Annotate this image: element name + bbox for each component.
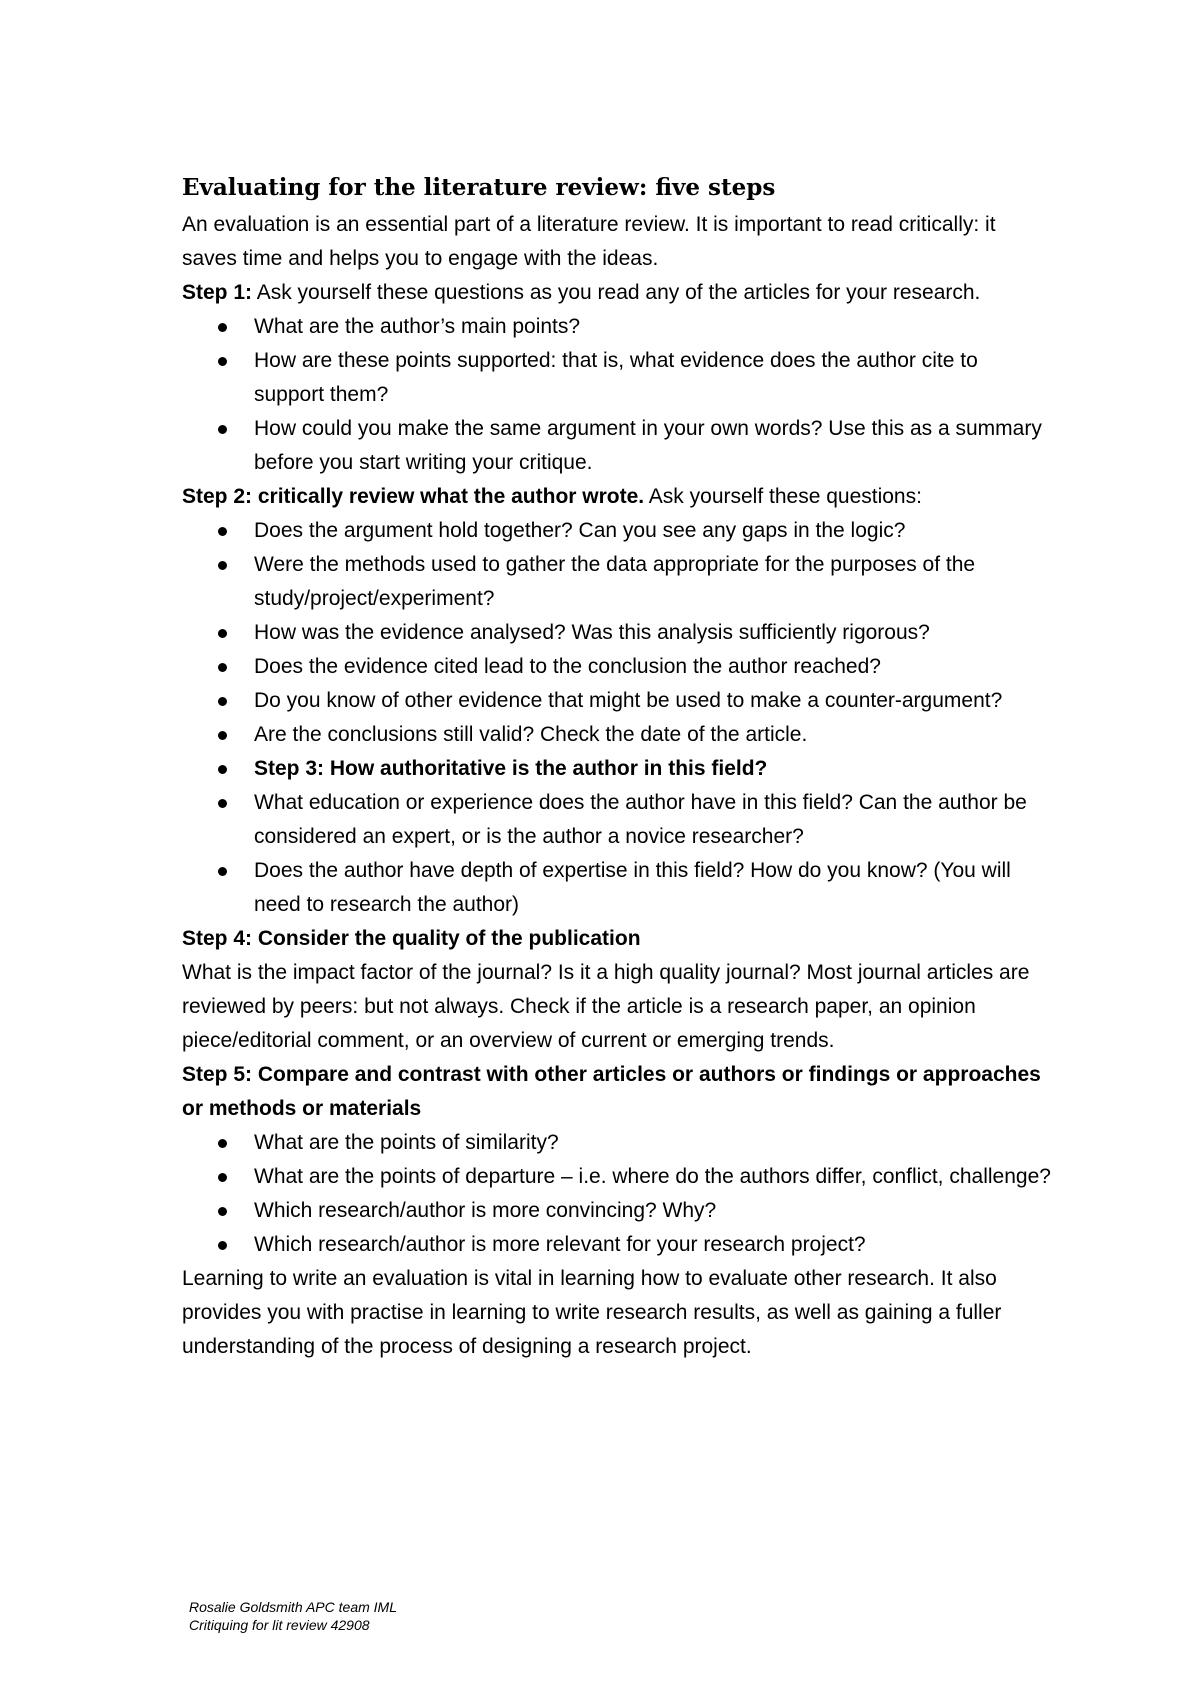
list-item: Does the author have depth of expertise in this field? How do you know? (You will need to research the author) xyxy=(254,854,1052,922)
list-item: Are the conclusions still valid? Check the date of the article. xyxy=(254,718,1052,752)
page-title: Evaluating for the literature review: five steps xyxy=(182,174,776,201)
list-item: How could you make the same argument in your own words? Use this as a summary before you start writing your critique. xyxy=(254,412,1052,480)
bullet-icon xyxy=(218,1173,227,1182)
list-item: Which research/author is more convincing? Why? xyxy=(254,1194,1052,1228)
bullet-icon xyxy=(218,799,227,808)
bullet-icon xyxy=(218,1207,227,1216)
list-item: Does the evidence cited lead to the conclusion the author reached? xyxy=(254,650,1052,684)
step1-text: Ask yourself these questions as you read any of the articles for your research. xyxy=(252,281,981,304)
bullet-icon xyxy=(218,323,227,332)
step5-list xyxy=(182,1126,1052,1262)
list-item: Which research/author is more relevant for your research project? xyxy=(254,1228,1052,1262)
list-item: Were the methods used to gather the data appropriate for the purposes of the study/project/experiment? xyxy=(254,548,1052,616)
bullet-icon xyxy=(218,731,227,740)
conclusion-paragraph: Learning to write an evaluation is vital in learning how to evaluate other research. It also provides you with practise in learning to write research results, as well as gaining a fuller understanding of the process of designing a research project. xyxy=(182,1267,1002,1358)
bullet-icon xyxy=(218,765,227,774)
step2-text: Ask yourself these questions: xyxy=(644,485,922,508)
list-item: What are the author’s main points? xyxy=(254,310,1052,344)
bullet-icon xyxy=(218,425,227,434)
bullet-icon xyxy=(218,663,227,672)
list-item: Does the argument hold together? Can you see any gaps in the logic? xyxy=(254,514,1052,548)
bullet-icon xyxy=(218,867,227,876)
list-item: Do you know of other evidence that might be used to make a counter-argument? xyxy=(254,684,1052,718)
step3-heading: Step 3: How authoritative is the author in this field? xyxy=(254,752,1052,786)
page-footer xyxy=(189,1598,397,1634)
list-item: What are the points of similarity? xyxy=(254,1126,1052,1160)
list-item: What education or experience does the author have in this field? Can the author be considered an expert, or is the author a novice researcher? xyxy=(254,786,1052,854)
footer-doc-ref: Critiquing for lit review 42908 xyxy=(189,1617,370,1633)
list-item: What are the points of departure – i.e. where do the authors differ, conflict, challenge? xyxy=(254,1160,1052,1194)
step4-paragraph: What is the impact factor of the journal? Is it a high quality journal? Most journal articles are reviewed by peers: but not always. Check if the article is a research paper, an opinion piece/editorial comment, or an overview of current or emerging trends. xyxy=(182,961,1030,1052)
step1-label: Step 1: xyxy=(182,281,253,304)
bullet-icon xyxy=(218,629,227,638)
step2-label: Step 2: critically review what the author wrote. xyxy=(182,485,645,508)
step2-list xyxy=(182,514,1052,922)
document-body xyxy=(182,168,1052,1364)
bullet-icon xyxy=(218,1241,227,1250)
step4-heading: Step 4: Consider the quality of the publication xyxy=(182,927,641,950)
intro-paragraph: An evaluation is an essential part of a literature review. It is important to read critically: it saves time and helps you to engage with the ideas. xyxy=(182,213,996,270)
list-item: How was the evidence analysed? Was this analysis sufficiently rigorous? xyxy=(254,616,1052,650)
bullet-icon xyxy=(218,561,227,570)
footer-author: Rosalie Goldsmith APC team IML xyxy=(189,1599,397,1615)
bullet-icon xyxy=(218,527,227,536)
step2-heading xyxy=(182,480,1052,514)
list-item: How are these points supported: that is, what evidence does the author cite to support them? xyxy=(254,344,1052,412)
step1-list xyxy=(182,310,1052,480)
bullet-icon xyxy=(218,697,227,706)
step1-heading xyxy=(182,276,1052,310)
bullet-icon xyxy=(218,357,227,366)
bullet-icon xyxy=(218,1139,227,1148)
step5-heading: Step 5: Compare and contrast with other articles or authors or findings or approaches or methods or materials xyxy=(182,1063,1041,1120)
